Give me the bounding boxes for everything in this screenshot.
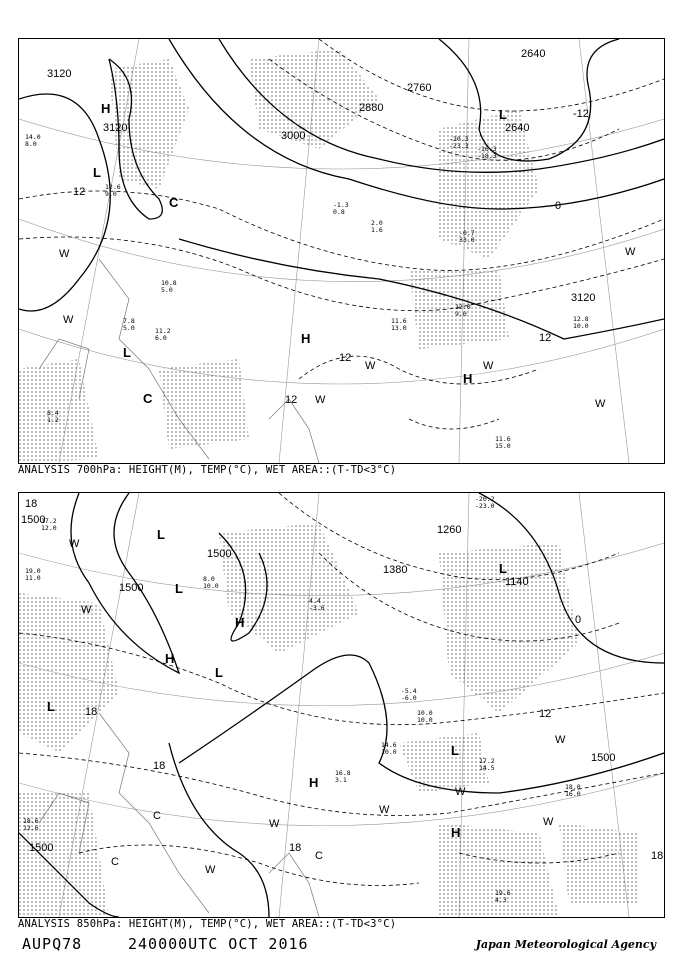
svg-text:12.6: 12.6 (23, 824, 39, 832)
height-label: 3120 (103, 122, 128, 134)
height-label: 1140 (505, 576, 529, 588)
svg-text:-23.0: -23.0 (475, 502, 495, 510)
high-center: H (101, 101, 111, 116)
temp-label: 18 (289, 842, 302, 854)
svg-text:-5.4: -5.4 (401, 687, 417, 695)
svg-text:10.0: 10.0 (417, 709, 433, 717)
station-plot (23, 817, 39, 832)
temp-label: -12 (573, 108, 589, 120)
svg-text:10.0: 10.0 (573, 322, 589, 330)
svg-text:17.2: 17.2 (41, 517, 57, 525)
high-center: H (235, 615, 245, 630)
svg-text:1.2: 1.2 (47, 416, 59, 424)
svg-text:4.4: 4.4 (309, 597, 321, 605)
station-plot (371, 219, 383, 234)
warm-marker: W (555, 734, 566, 746)
station-plot (155, 327, 171, 342)
station-plot (47, 409, 59, 424)
high-center: H (463, 371, 473, 386)
temp-label: 18 (651, 850, 664, 862)
svg-text:11.6: 11.6 (495, 435, 511, 443)
station-plot (161, 279, 177, 294)
svg-text:6.0: 6.0 (155, 334, 167, 342)
svg-text:8.0: 8.0 (203, 575, 215, 583)
warm-marker: W (269, 818, 280, 830)
station-plot (417, 709, 433, 724)
temp-label: 12 (539, 332, 552, 344)
svg-text:1.6: 1.6 (371, 226, 383, 234)
svg-text:-3.6: -3.6 (309, 604, 325, 612)
temp-label: 0 (555, 200, 562, 212)
svg-text:11.2: 11.2 (155, 327, 171, 335)
warm-marker: W (543, 816, 554, 828)
station-plot (25, 133, 41, 148)
warm-marker: W (365, 360, 376, 372)
station-plot (203, 575, 219, 590)
svg-text:11.0: 11.0 (25, 574, 41, 582)
map-700hpa (19, 39, 664, 463)
station-plot (333, 201, 349, 216)
svg-text:16.0: 16.0 (565, 790, 581, 798)
station-plot (41, 517, 57, 532)
low-center: L (123, 345, 131, 360)
temp-label: 12 (285, 394, 298, 406)
svg-text:18.0: 18.0 (565, 783, 581, 791)
high-center: H (309, 775, 319, 790)
station-plot (477, 145, 497, 160)
temp-label: 12 (73, 186, 86, 198)
temp-label: 18 (25, 498, 38, 510)
caption-700hpa: ANALYSIS 700hPa: HEIGHT(M), TEMP(°C), WET AREA::(T-TD<3°C) (18, 464, 397, 476)
svg-text:14.6: 14.6 (381, 741, 397, 749)
cold-center: C (111, 856, 119, 868)
svg-text:-20.3: -20.3 (449, 135, 469, 143)
temp-labels (25, 498, 663, 862)
station-plot (573, 315, 589, 330)
svg-text:5.0: 5.0 (123, 324, 135, 332)
svg-text:7.8: 7.8 (123, 317, 135, 325)
low-center: L (451, 743, 459, 758)
station-plot (391, 317, 407, 332)
chart-code: AUPQ78 (22, 935, 83, 953)
svg-text:18.6: 18.6 (23, 817, 39, 825)
station-plot (495, 435, 511, 450)
wind-markers (59, 246, 636, 410)
height-label: 1500 (591, 752, 616, 764)
low-center: L (157, 527, 165, 542)
height-label: 1380 (383, 564, 408, 576)
svg-text:8.0: 8.0 (25, 140, 37, 148)
temp-label: 18 (153, 760, 166, 772)
svg-text:12.0: 12.0 (41, 524, 57, 532)
svg-text:14.0: 14.0 (25, 133, 41, 141)
temp-label: 18 (85, 706, 98, 718)
svg-text:10.0: 10.0 (417, 716, 433, 724)
height-label: 1500 (21, 514, 46, 526)
warm-marker: W (483, 360, 494, 372)
svg-text:-16.3: -16.3 (477, 145, 497, 153)
valid-time: 240000UTC OCT 2016 (128, 935, 309, 953)
svg-text:-1.3: -1.3 (333, 201, 349, 209)
warm-marker: W (595, 398, 606, 410)
svg-text:10.0: 10.0 (203, 582, 219, 590)
warm-marker: W (81, 604, 92, 616)
low-center: L (215, 665, 223, 680)
warm-marker: W (63, 314, 74, 326)
cold-center: C (315, 850, 323, 862)
temp-label: 0 (575, 614, 582, 626)
station-plot (449, 135, 469, 150)
svg-text:13.0: 13.0 (391, 324, 407, 332)
station-plot (335, 769, 351, 784)
svg-text:-23.3: -23.3 (449, 142, 469, 150)
cold-center: C (143, 391, 153, 406)
station-plot (475, 495, 495, 510)
height-label: 2880 (359, 102, 384, 114)
low-center: L (175, 581, 183, 596)
height-label: 1500 (119, 582, 144, 594)
cold-center: C (169, 195, 179, 210)
station-plot (459, 229, 475, 244)
svg-text:5.0: 5.0 (161, 286, 173, 294)
height-label: 1500 (207, 548, 232, 560)
warm-marker: W (205, 864, 216, 876)
warm-marker: W (455, 786, 466, 798)
svg-text:16.8: 16.8 (335, 769, 351, 777)
svg-text:12.8: 12.8 (573, 315, 589, 323)
svg-text:15.0: 15.0 (495, 442, 511, 450)
low-center: L (47, 699, 55, 714)
svg-text:8.4: 8.4 (47, 409, 59, 417)
svg-text:33.0: 33.0 (459, 236, 475, 244)
svg-text:-20.2: -20.2 (475, 495, 495, 503)
chart-700hpa (18, 38, 665, 464)
low-center: L (499, 107, 507, 122)
svg-text:19.0: 19.0 (25, 567, 41, 575)
svg-text:9.0: 9.0 (455, 310, 467, 318)
svg-text:4.3: 4.3 (495, 896, 507, 904)
high-center: H (451, 825, 461, 840)
height-label: 2640 (505, 122, 530, 134)
station-plot (401, 687, 417, 702)
warm-marker: W (59, 248, 70, 260)
warm-marker: W (315, 394, 326, 406)
warm-marker: W (379, 804, 390, 816)
svg-text:11.6: 11.6 (391, 317, 407, 325)
svg-text:3.1: 3.1 (335, 776, 347, 784)
svg-text:12.0: 12.0 (455, 303, 471, 311)
warm-marker: W (625, 246, 636, 258)
height-label: 2760 (407, 82, 432, 94)
svg-text:17.2: 17.2 (479, 757, 495, 765)
station-plot (25, 567, 41, 582)
high-center: H (301, 331, 311, 346)
station-plot (565, 783, 581, 798)
caption-850hpa: ANALYSIS 850hPa: HEIGHT(M), TEMP(°C), WET AREA::(T-TD<3°C) (18, 918, 397, 930)
temp-label: 12 (539, 708, 552, 720)
height-label: 3120 (571, 292, 596, 304)
temp-label: 12 (339, 352, 352, 364)
height-label: 1500 (29, 842, 54, 854)
low-center: L (93, 165, 101, 180)
svg-text:-6.0: -6.0 (401, 694, 417, 702)
low-center: L (499, 561, 507, 576)
svg-text:12.6: 12.6 (105, 183, 121, 191)
height-label: 2640 (521, 48, 546, 60)
map-850hpa (19, 493, 664, 917)
station-plot (381, 741, 397, 756)
height-label: 3000 (281, 130, 306, 142)
high-center: H (165, 651, 175, 666)
svg-text:-0.7: -0.7 (459, 229, 475, 237)
height-label: 1260 (437, 524, 462, 536)
height-label: 3120 (47, 68, 72, 80)
svg-text:10.0: 10.0 (381, 748, 397, 756)
svg-text:10.8: 10.8 (161, 279, 177, 287)
station-plot (479, 757, 495, 772)
station-plot (123, 317, 135, 332)
agency-name: Japan Meteorological Agency (475, 938, 656, 951)
warm-marker: W (69, 538, 80, 550)
svg-text:2.0: 2.0 (371, 219, 383, 227)
svg-text:9.0: 9.0 (105, 190, 117, 198)
chart-850hpa (18, 492, 665, 918)
svg-text:14.5: 14.5 (479, 764, 495, 772)
svg-text:-18.3: -18.3 (477, 152, 497, 160)
cold-center: C (153, 810, 161, 822)
svg-text:19.6: 19.6 (495, 889, 511, 897)
svg-text:0.8: 0.8 (333, 208, 345, 216)
station-plot (105, 183, 121, 198)
